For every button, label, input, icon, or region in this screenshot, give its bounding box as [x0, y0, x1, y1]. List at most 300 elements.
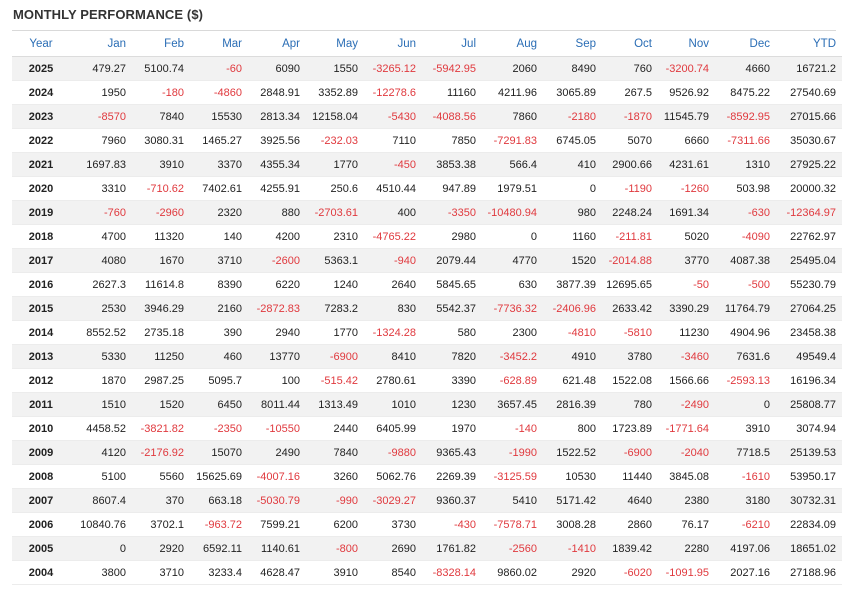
value-cell: 5363.1 [306, 249, 364, 273]
value-cell: 1522.52 [543, 441, 602, 465]
year-cell: 2013 [12, 345, 70, 369]
year-cell: 2004 [12, 561, 70, 585]
value-cell: 0 [543, 177, 602, 201]
value-cell: 11764.79 [715, 297, 776, 321]
value-cell: 5542.37 [422, 297, 482, 321]
value-cell: 7631.6 [715, 345, 776, 369]
year-cell: 2006 [12, 513, 70, 537]
column-header-ytd: YTD [776, 32, 842, 57]
year-cell: 2025 [12, 57, 70, 81]
value-cell: 479.27 [70, 57, 132, 81]
value-cell: -6900 [306, 345, 364, 369]
value-cell: 1950 [70, 81, 132, 105]
value-cell: 1770 [306, 321, 364, 345]
value-cell: 100 [248, 369, 306, 393]
value-cell: 566.4 [482, 153, 543, 177]
value-cell: 3233.4 [190, 561, 248, 585]
table-row [12, 225, 842, 249]
value-cell: 1970 [422, 417, 482, 441]
value-cell: 2300 [482, 321, 543, 345]
value-cell: 4628.47 [248, 561, 306, 585]
value-cell: 2027.16 [715, 561, 776, 585]
value-cell: 8552.52 [70, 321, 132, 345]
value-cell: 22834.09 [776, 513, 842, 537]
value-cell: -8328.14 [422, 561, 482, 585]
value-cell: 6592.11 [190, 537, 248, 561]
value-cell: 1140.61 [248, 537, 306, 561]
value-cell: 25139.53 [776, 441, 842, 465]
value-cell: 1230 [422, 393, 482, 417]
value-cell: 3946.29 [132, 297, 190, 321]
value-cell: -1190 [602, 177, 658, 201]
value-cell: -8592.95 [715, 105, 776, 129]
title-divider [12, 30, 836, 31]
value-cell: 27188.96 [776, 561, 842, 585]
value-cell: -5810 [602, 321, 658, 345]
value-cell: 3730 [364, 513, 422, 537]
year-cell: 2012 [12, 369, 70, 393]
value-cell: 4255.91 [248, 177, 306, 201]
column-header-jan: Jan [70, 32, 132, 57]
value-cell: 15530 [190, 105, 248, 129]
value-cell: 880 [248, 201, 306, 225]
year-cell: 2007 [12, 489, 70, 513]
value-cell: 4700 [70, 225, 132, 249]
value-cell: -710.62 [132, 177, 190, 201]
value-cell: 7840 [306, 441, 364, 465]
value-cell: 2900.66 [602, 153, 658, 177]
value-cell: 1839.42 [602, 537, 658, 561]
value-cell: 4120 [70, 441, 132, 465]
value-cell: 5100 [70, 465, 132, 489]
value-cell: 1240 [306, 273, 364, 297]
value-cell: 2860 [602, 513, 658, 537]
value-cell: -1091.95 [658, 561, 715, 585]
table-row [12, 297, 842, 321]
year-cell: 2023 [12, 105, 70, 129]
table-row [12, 249, 842, 273]
value-cell: 6405.99 [364, 417, 422, 441]
table-header-row [12, 32, 842, 57]
value-cell: 2633.42 [602, 297, 658, 321]
value-cell: 1520 [132, 393, 190, 417]
value-cell: 1870 [70, 369, 132, 393]
year-cell: 2009 [12, 441, 70, 465]
value-cell: 3080.31 [132, 129, 190, 153]
value-cell: 16721.2 [776, 57, 842, 81]
value-cell: -1771.64 [658, 417, 715, 441]
table-row [12, 441, 842, 465]
value-cell: 2627.3 [70, 273, 132, 297]
value-cell: 1691.34 [658, 201, 715, 225]
value-cell: -140 [482, 417, 543, 441]
panel-title: MONTHLY PERFORMANCE ($) [13, 7, 204, 22]
value-cell: -940 [364, 249, 422, 273]
value-cell: 267.5 [602, 81, 658, 105]
value-cell: 1761.82 [422, 537, 482, 561]
table-row [12, 561, 842, 585]
value-cell: 7860 [482, 105, 543, 129]
value-cell: 53950.17 [776, 465, 842, 489]
value-cell: -12278.6 [364, 81, 422, 105]
column-header-nov: Nov [658, 32, 715, 57]
value-cell: 4197.06 [715, 537, 776, 561]
value-cell: 4458.52 [70, 417, 132, 441]
value-cell: -6020 [602, 561, 658, 585]
value-cell: -4088.56 [422, 105, 482, 129]
value-cell: 3877.39 [543, 273, 602, 297]
value-cell: -450 [364, 153, 422, 177]
value-cell: -1324.28 [364, 321, 422, 345]
value-cell: 0 [70, 537, 132, 561]
value-cell: -4090 [715, 225, 776, 249]
value-cell: 9860.02 [482, 561, 543, 585]
value-cell: 11230 [658, 321, 715, 345]
column-header-mar: Mar [190, 32, 248, 57]
value-cell: 5845.65 [422, 273, 482, 297]
value-cell: 7840 [132, 105, 190, 129]
value-cell: 3910 [132, 153, 190, 177]
value-cell: 2780.61 [364, 369, 422, 393]
value-cell: -10480.94 [482, 201, 543, 225]
value-cell: 15625.69 [190, 465, 248, 489]
value-cell: 1465.27 [190, 129, 248, 153]
value-cell: -6900 [602, 441, 658, 465]
value-cell: 2490 [248, 441, 306, 465]
table-row [12, 129, 842, 153]
value-cell: 2079.44 [422, 249, 482, 273]
column-header-jul: Jul [422, 32, 482, 57]
value-cell: -232.03 [306, 129, 364, 153]
value-cell: 3310 [70, 177, 132, 201]
value-cell: -2350 [190, 417, 248, 441]
table-row [12, 465, 842, 489]
value-cell: -3200.74 [658, 57, 715, 81]
value-cell: 2920 [132, 537, 190, 561]
table-row [12, 201, 842, 225]
table-body [12, 57, 842, 585]
value-cell: 8390 [190, 273, 248, 297]
value-cell: 1510 [70, 393, 132, 417]
value-cell: 3370 [190, 153, 248, 177]
table-row [12, 321, 842, 345]
value-cell: -8570 [70, 105, 132, 129]
year-cell: 2016 [12, 273, 70, 297]
value-cell: 1670 [132, 249, 190, 273]
value-cell: 5062.76 [364, 465, 422, 489]
value-cell: 580 [422, 321, 482, 345]
value-cell: -1990 [482, 441, 543, 465]
year-cell: 2017 [12, 249, 70, 273]
year-cell: 2019 [12, 201, 70, 225]
value-cell: 3800 [70, 561, 132, 585]
value-cell: 11545.79 [658, 105, 715, 129]
value-cell: -3350 [422, 201, 482, 225]
value-cell: 5410 [482, 489, 543, 513]
value-cell: -800 [306, 537, 364, 561]
value-cell: 8490 [543, 57, 602, 81]
table-row [12, 489, 842, 513]
value-cell: 780 [602, 393, 658, 417]
value-cell: 2440 [306, 417, 364, 441]
column-header-may: May [306, 32, 364, 57]
value-cell: 15070 [190, 441, 248, 465]
value-cell: -4007.16 [248, 465, 306, 489]
value-cell: 621.48 [543, 369, 602, 393]
value-cell: 760 [602, 57, 658, 81]
value-cell: 25808.77 [776, 393, 842, 417]
value-cell: 2310 [306, 225, 364, 249]
value-cell: -630 [715, 201, 776, 225]
value-cell: 9526.92 [658, 81, 715, 105]
value-cell: -9880 [364, 441, 422, 465]
value-cell: 3710 [190, 249, 248, 273]
value-cell: 2816.39 [543, 393, 602, 417]
value-cell: 3702.1 [132, 513, 190, 537]
year-cell: 2008 [12, 465, 70, 489]
value-cell: 7820 [422, 345, 482, 369]
value-cell: 4200 [248, 225, 306, 249]
value-cell: 35030.67 [776, 129, 842, 153]
value-cell: -4810 [543, 321, 602, 345]
column-header-oct: Oct [602, 32, 658, 57]
value-cell: 2987.25 [132, 369, 190, 393]
value-cell: 3770 [658, 249, 715, 273]
value-cell: 947.89 [422, 177, 482, 201]
value-cell: -3125.59 [482, 465, 543, 489]
value-cell: 1310 [715, 153, 776, 177]
value-cell: -3821.82 [132, 417, 190, 441]
value-cell: 2980 [422, 225, 482, 249]
year-cell: 2010 [12, 417, 70, 441]
value-cell: 27540.69 [776, 81, 842, 105]
value-cell: 5171.42 [543, 489, 602, 513]
value-cell: 3074.94 [776, 417, 842, 441]
value-cell: 2848.91 [248, 81, 306, 105]
value-cell: 1520 [543, 249, 602, 273]
value-cell: 460 [190, 345, 248, 369]
value-cell: 12158.04 [306, 105, 364, 129]
value-cell: 663.18 [190, 489, 248, 513]
value-cell: 9360.37 [422, 489, 482, 513]
value-cell: -2600 [248, 249, 306, 273]
value-cell: 55230.79 [776, 273, 842, 297]
value-cell: -1870 [602, 105, 658, 129]
value-cell: 3008.28 [543, 513, 602, 537]
value-cell: 800 [543, 417, 602, 441]
value-cell: -2872.83 [248, 297, 306, 321]
value-cell: 7718.5 [715, 441, 776, 465]
value-cell: 390 [190, 321, 248, 345]
value-cell: 3780 [602, 345, 658, 369]
value-cell: -2176.92 [132, 441, 190, 465]
table-row [12, 105, 842, 129]
value-cell: 3180 [715, 489, 776, 513]
value-cell: 2269.39 [422, 465, 482, 489]
value-cell: 27925.22 [776, 153, 842, 177]
value-cell: -500 [715, 273, 776, 297]
value-cell: 2160 [190, 297, 248, 321]
value-cell: -1410 [543, 537, 602, 561]
table-row [12, 273, 842, 297]
value-cell: 630 [482, 273, 543, 297]
value-cell: 11320 [132, 225, 190, 249]
value-cell: -2703.61 [306, 201, 364, 225]
value-cell: -10550 [248, 417, 306, 441]
year-cell: 2020 [12, 177, 70, 201]
value-cell: 1723.89 [602, 417, 658, 441]
value-cell: 8011.44 [248, 393, 306, 417]
value-cell: -2180 [543, 105, 602, 129]
performance-table [12, 32, 842, 585]
value-cell: 3260 [306, 465, 364, 489]
value-cell: 12695.65 [602, 273, 658, 297]
value-cell: 76.17 [658, 513, 715, 537]
column-header-sep: Sep [543, 32, 602, 57]
value-cell: 18651.02 [776, 537, 842, 561]
value-cell: -2960 [132, 201, 190, 225]
value-cell: 2920 [543, 561, 602, 585]
value-cell: 1160 [543, 225, 602, 249]
value-cell: 3390 [422, 369, 482, 393]
value-cell: 8540 [364, 561, 422, 585]
value-cell: 4904.96 [715, 321, 776, 345]
value-cell: 250.6 [306, 177, 364, 201]
year-cell: 2021 [12, 153, 70, 177]
value-cell: -4860 [190, 81, 248, 105]
value-cell: 5100.74 [132, 57, 190, 81]
value-cell: 4087.38 [715, 249, 776, 273]
value-cell: -60 [190, 57, 248, 81]
value-cell: 3390.29 [658, 297, 715, 321]
value-cell: 4080 [70, 249, 132, 273]
year-cell: 2015 [12, 297, 70, 321]
value-cell: -3460 [658, 345, 715, 369]
value-cell: 4660 [715, 57, 776, 81]
value-cell: -7578.71 [482, 513, 543, 537]
value-cell: 1550 [306, 57, 364, 81]
value-cell: 3910 [306, 561, 364, 585]
value-cell: -6210 [715, 513, 776, 537]
value-cell: -3452.2 [482, 345, 543, 369]
value-cell: 20000.32 [776, 177, 842, 201]
value-cell: 5330 [70, 345, 132, 369]
value-cell: -963.72 [190, 513, 248, 537]
value-cell: 3910 [715, 417, 776, 441]
table-row [12, 369, 842, 393]
value-cell: 3845.08 [658, 465, 715, 489]
value-cell: -7311.66 [715, 129, 776, 153]
value-cell: -2406.96 [543, 297, 602, 321]
value-cell: 2530 [70, 297, 132, 321]
value-cell: 4510.44 [364, 177, 422, 201]
value-cell: 7850 [422, 129, 482, 153]
value-cell: 11160 [422, 81, 482, 105]
value-cell: 3925.56 [248, 129, 306, 153]
year-cell: 2022 [12, 129, 70, 153]
value-cell: -4765.22 [364, 225, 422, 249]
value-cell: 10840.76 [70, 513, 132, 537]
table-row [12, 513, 842, 537]
value-cell: 0 [482, 225, 543, 249]
value-cell: -7291.83 [482, 129, 543, 153]
value-cell: 11440 [602, 465, 658, 489]
value-cell: 4211.96 [482, 81, 543, 105]
value-cell: -3265.12 [364, 57, 422, 81]
value-cell: 11614.8 [132, 273, 190, 297]
table-row [12, 417, 842, 441]
value-cell: 1010 [364, 393, 422, 417]
value-cell: -12364.97 [776, 201, 842, 225]
value-cell: 7599.21 [248, 513, 306, 537]
value-cell: -2490 [658, 393, 715, 417]
value-cell: 980 [543, 201, 602, 225]
value-cell: -760 [70, 201, 132, 225]
column-header-aug: Aug [482, 32, 543, 57]
value-cell: 1697.83 [70, 153, 132, 177]
value-cell: 1770 [306, 153, 364, 177]
value-cell: 6090 [248, 57, 306, 81]
value-cell: 11250 [132, 345, 190, 369]
value-cell: -1260 [658, 177, 715, 201]
value-cell: 4640 [602, 489, 658, 513]
value-cell: 5070 [602, 129, 658, 153]
value-cell: 16196.34 [776, 369, 842, 393]
value-cell: 1566.66 [658, 369, 715, 393]
value-cell: 6450 [190, 393, 248, 417]
value-cell: -7736.32 [482, 297, 543, 321]
value-cell: 8475.22 [715, 81, 776, 105]
value-cell: -990 [306, 489, 364, 513]
value-cell: 400 [364, 201, 422, 225]
value-cell: -211.81 [602, 225, 658, 249]
value-cell: -5030.79 [248, 489, 306, 513]
value-cell: 2248.24 [602, 201, 658, 225]
value-cell: -430 [422, 513, 482, 537]
value-cell: 25495.04 [776, 249, 842, 273]
value-cell: 2060 [482, 57, 543, 81]
value-cell: 2735.18 [132, 321, 190, 345]
value-cell: 5560 [132, 465, 190, 489]
column-header-feb: Feb [132, 32, 190, 57]
value-cell: 3853.38 [422, 153, 482, 177]
value-cell: 8410 [364, 345, 422, 369]
value-cell: 3352.89 [306, 81, 364, 105]
value-cell: 830 [364, 297, 422, 321]
value-cell: 6220 [248, 273, 306, 297]
value-cell: 1979.51 [482, 177, 543, 201]
table-row [12, 57, 842, 81]
value-cell: 27064.25 [776, 297, 842, 321]
value-cell: 4231.61 [658, 153, 715, 177]
value-cell: 2940 [248, 321, 306, 345]
value-cell: 1522.08 [602, 369, 658, 393]
value-cell: 410 [543, 153, 602, 177]
year-cell: 2024 [12, 81, 70, 105]
value-cell: 22762.97 [776, 225, 842, 249]
value-cell: 2813.34 [248, 105, 306, 129]
table-row [12, 81, 842, 105]
value-cell: 4770 [482, 249, 543, 273]
value-cell: 5095.7 [190, 369, 248, 393]
value-cell: -1610 [715, 465, 776, 489]
value-cell: 30732.31 [776, 489, 842, 513]
value-cell: 7283.2 [306, 297, 364, 321]
year-cell: 2011 [12, 393, 70, 417]
value-cell: 370 [132, 489, 190, 513]
value-cell: 27015.66 [776, 105, 842, 129]
table-row [12, 177, 842, 201]
